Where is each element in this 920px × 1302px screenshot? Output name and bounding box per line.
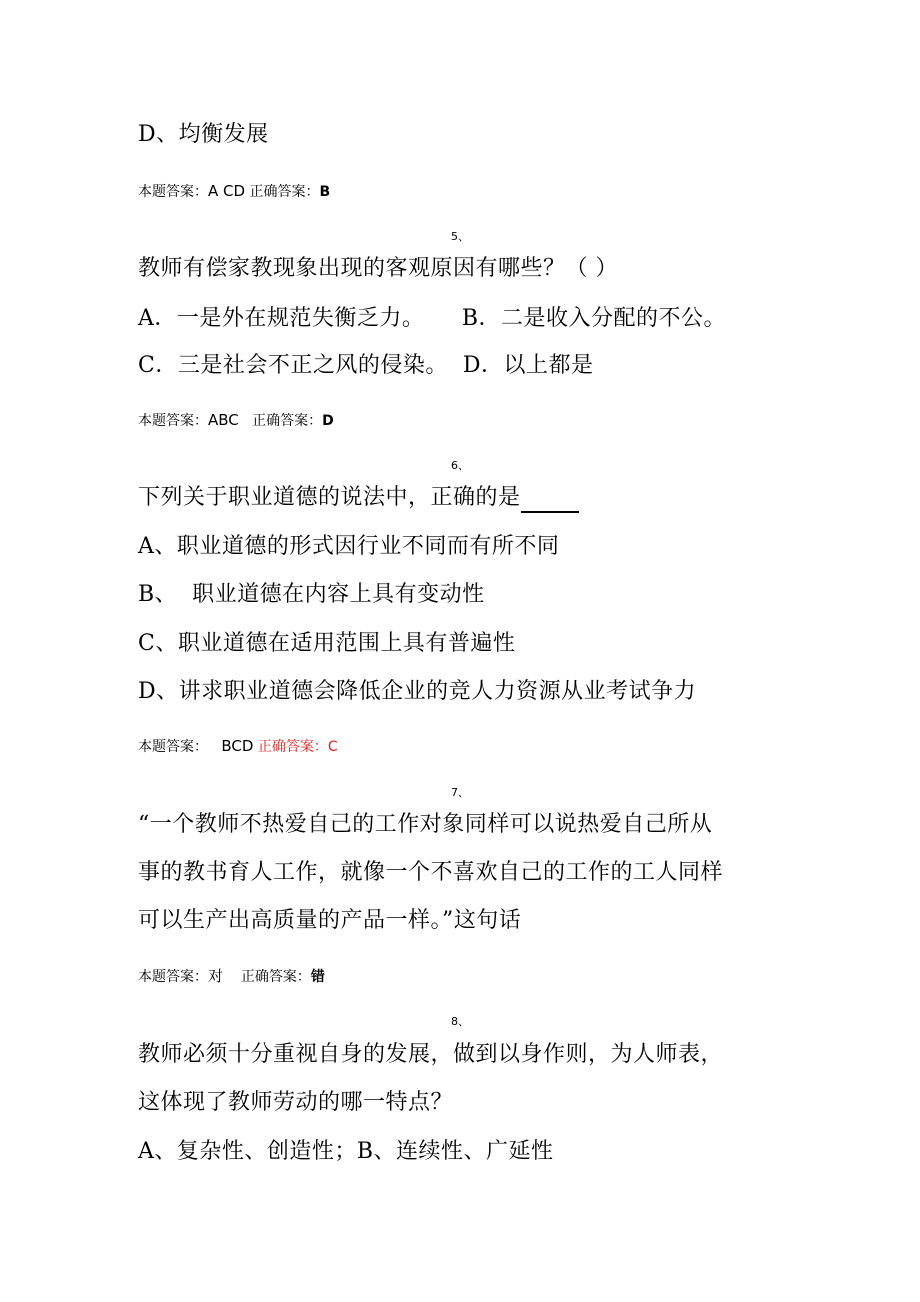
q6-question: 下列关于职业道德的说法中，正确的是 <box>138 485 521 510</box>
answer-label: 本题答案： <box>138 184 208 200</box>
q5-question: 教师有偿家教现象出现的客观原因有哪些？（ ） <box>138 256 618 281</box>
correct-answer-value: D <box>322 413 334 429</box>
q8-number: 8、 <box>451 1015 469 1028</box>
q7-line2: 事的教书育人工作，就像一个不喜欢自己的工作的工人同样 <box>138 860 724 885</box>
q6-question-row <box>138 483 579 513</box>
q8-options-row1: A、复杂性、创造性；B、连续性、广延性 <box>138 1139 554 1164</box>
q5-answer-row <box>138 410 334 431</box>
correct-answer-value: 错 <box>310 969 325 985</box>
correct-answer-value: C <box>327 739 338 755</box>
answer-value: A CD <box>208 182 246 200</box>
answer-label: 本题答案： <box>138 969 208 985</box>
q5-options-row2: C．三是社会不正之风的侵染。 D．以上都是 <box>138 353 594 378</box>
q5-number: 5、 <box>451 230 469 243</box>
q8-line2: 这体现了教师劳动的哪一特点？ <box>138 1090 454 1115</box>
q6-number: 6、 <box>451 459 469 472</box>
answer-value: ABC <box>208 411 239 429</box>
correct-answer-label: 正确答案： <box>249 184 320 200</box>
q5-options-row1: A．一是外在规范失衡乏力。 B．二是收入分配的不公。 <box>138 306 727 331</box>
answer-label: 本题答案： <box>138 413 208 429</box>
q4-option-d: D、均衡发展 <box>138 122 269 147</box>
q6-answer-row <box>138 736 338 757</box>
q7-answer-row <box>138 966 325 987</box>
answer-blank <box>521 491 579 513</box>
q6-option-c: C、职业道德在适用范围上具有普遍性 <box>138 631 516 656</box>
q7-line3: 可以生产出高质量的产品一样。”这句话 <box>138 908 522 933</box>
answer-label: 本题答案： <box>138 739 208 755</box>
correct-answer-value: B <box>319 184 331 200</box>
answer-value: BCD <box>221 737 254 755</box>
q6-option-d: D、讲求职业道德会降低企业的竞人力资源从业考试争力 <box>138 679 697 704</box>
correct-answer-label: 正确答案： <box>252 413 323 429</box>
q6-option-b: B、 职业道德在内容上具有变动性 <box>138 582 485 607</box>
correct-answer-label: 正确答案： <box>257 739 328 755</box>
q4-answer-row <box>138 181 330 202</box>
answer-value: 对 <box>208 967 224 985</box>
q7-number: 7、 <box>451 786 469 799</box>
q8-line1: 教师必须十分重视自身的发展，做到以身作则，为人师表， <box>138 1042 724 1067</box>
q7-line1: “一个教师不热爱自己的工作对象同样可以说热爱自己所从 <box>138 812 713 837</box>
correct-answer-label: 正确答案： <box>240 969 311 985</box>
q6-option-a: A、职业道德的形式因行业不同而有所不同 <box>138 534 560 559</box>
